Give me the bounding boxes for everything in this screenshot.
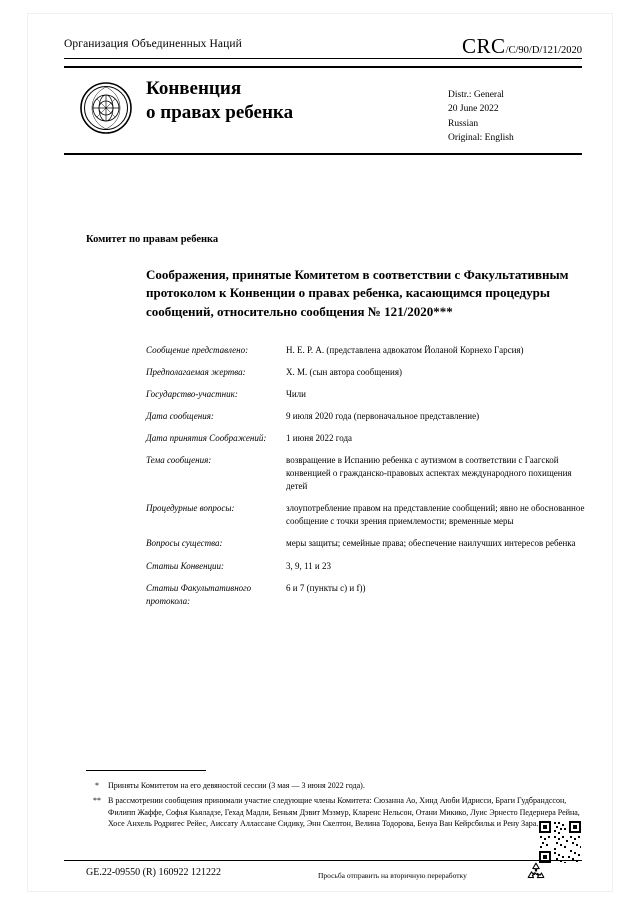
table-row <box>146 388 592 401</box>
table-row <box>146 537 592 550</box>
table-row <box>146 582 592 608</box>
meta-label: Статьи Факультативного протокола: <box>146 582 252 606</box>
page-title: Соображения, принятые Комитетом в соответствии с Факультативным протоколом к Конвенции о правах ребенка, касающимся процедуры сообщений, относительно сообщения № 121/2020*** <box>146 267 569 319</box>
meta-label: Статьи Конвенции: <box>146 560 225 571</box>
table-row <box>146 410 592 423</box>
distr-date: 20 June 2022 <box>448 104 499 115</box>
meta-value: злоупотребление правом на представление сообщений; явно не обоснованное сообщение с точки зрения приемлемости; временные меры <box>286 503 585 527</box>
document-sheet <box>28 14 612 891</box>
table-row <box>146 560 592 573</box>
convention-title-line1: Конвенция <box>146 78 242 99</box>
header-rule-thin <box>64 58 582 59</box>
document-symbol-suffix: /C/90/D/121/2020 <box>505 45 582 56</box>
meta-label: Дата принятия Соображений: <box>146 433 267 444</box>
meta-value: 6 и 7 (пункты c) и f)) <box>286 582 366 593</box>
qr-barcode-icon <box>538 820 582 864</box>
meta-label: Предполагаемая жертва: <box>146 367 246 378</box>
convention-title-line2: о правах ребенка <box>146 101 294 123</box>
header-bottom-rule <box>64 153 582 155</box>
meta-label: Государство-участник: <box>146 389 238 400</box>
meta-label: Вопросы существа: <box>146 538 223 549</box>
table-row <box>146 432 592 445</box>
meta-value: Чили <box>286 389 306 400</box>
footer-rule <box>64 860 582 861</box>
meta-value: 9 июля 2020 года (первоначальное представление) <box>286 411 480 422</box>
document-symbol <box>462 34 582 59</box>
committee-name: Комитет по правам ребенка <box>86 234 219 245</box>
footnote-text: В рассмотрении сообщения принимали участие следующие члены Комитета: Сюзанна Ао, Хинд Аюби Идрисси, Браги Гудбрандссон, Филипп Жаффе, Софья Кьяладзе, Гехад Мадли, Беньям Дэвит Мэзмур, Кларенс Нельсон, Отани Микико, Луис Эрнесто Педернера Рейна, Хосе Анхель Родригес Рейес, Аиссату Аллассане Сидику, Энн Скелтон, Велина Тодорова, Бенуа Ван Кейрсбильк и Рену Зара. <box>108 796 580 829</box>
job-number: GE.22-09550 (R) 160922 121222 <box>86 867 221 878</box>
footnote-item <box>86 795 586 829</box>
footnote-text: Приняты Комитетом на его девяностой сессии (3 мая — 3 июня 2022 года). <box>108 781 365 790</box>
case-metadata-table <box>146 344 592 617</box>
footnote-mark: * <box>95 781 99 790</box>
distribution-block <box>448 88 514 146</box>
organization-name: Организация Объединенных Наций <box>64 38 242 50</box>
meta-label: Тема сообщения: <box>146 455 212 466</box>
meta-label: Процедурные вопросы: <box>146 503 235 514</box>
convention-title <box>146 77 293 125</box>
footnote-item <box>86 780 586 791</box>
document-symbol-prefix: CRC <box>462 34 506 58</box>
table-row <box>146 366 592 379</box>
meta-value: Х. М. (сын автора сообщения) <box>286 367 402 378</box>
recycle-icon <box>524 860 548 884</box>
meta-value: 3, 9, 11 и 23 <box>286 560 331 571</box>
distr-language: Russian <box>448 118 479 129</box>
meta-value: 1 июня 2022 года <box>286 433 353 444</box>
header-rule-thick <box>64 66 582 68</box>
table-row <box>146 454 592 493</box>
meta-value: Н. Е. Р. А. (представлена адвокатом Йоланой Корнехо Гарсия) <box>286 345 524 355</box>
meta-value: возвращение в Испанию ребенка с аутизмом в соответствии с Гаагской конвенцией о гражданско-правовых аспектах международного похищения детей <box>286 455 572 492</box>
recycle-note: Просьба отправить на вторичную переработку <box>318 871 467 880</box>
distr-original: Original: English <box>448 133 514 144</box>
distr-line: Distr.: General <box>448 90 504 100</box>
meta-label: Сообщение представлено: <box>146 345 249 355</box>
footnote-mark: ** <box>93 796 101 806</box>
meta-label: Дата сообщения: <box>146 411 214 422</box>
footnote-separator <box>86 770 206 771</box>
un-emblem-icon <box>80 82 132 134</box>
table-row <box>146 502 592 528</box>
table-row <box>146 344 592 357</box>
meta-value: меры защиты; семейные права; обеспечение наилучших интересов ребенка <box>286 538 576 549</box>
footnotes <box>86 780 586 833</box>
